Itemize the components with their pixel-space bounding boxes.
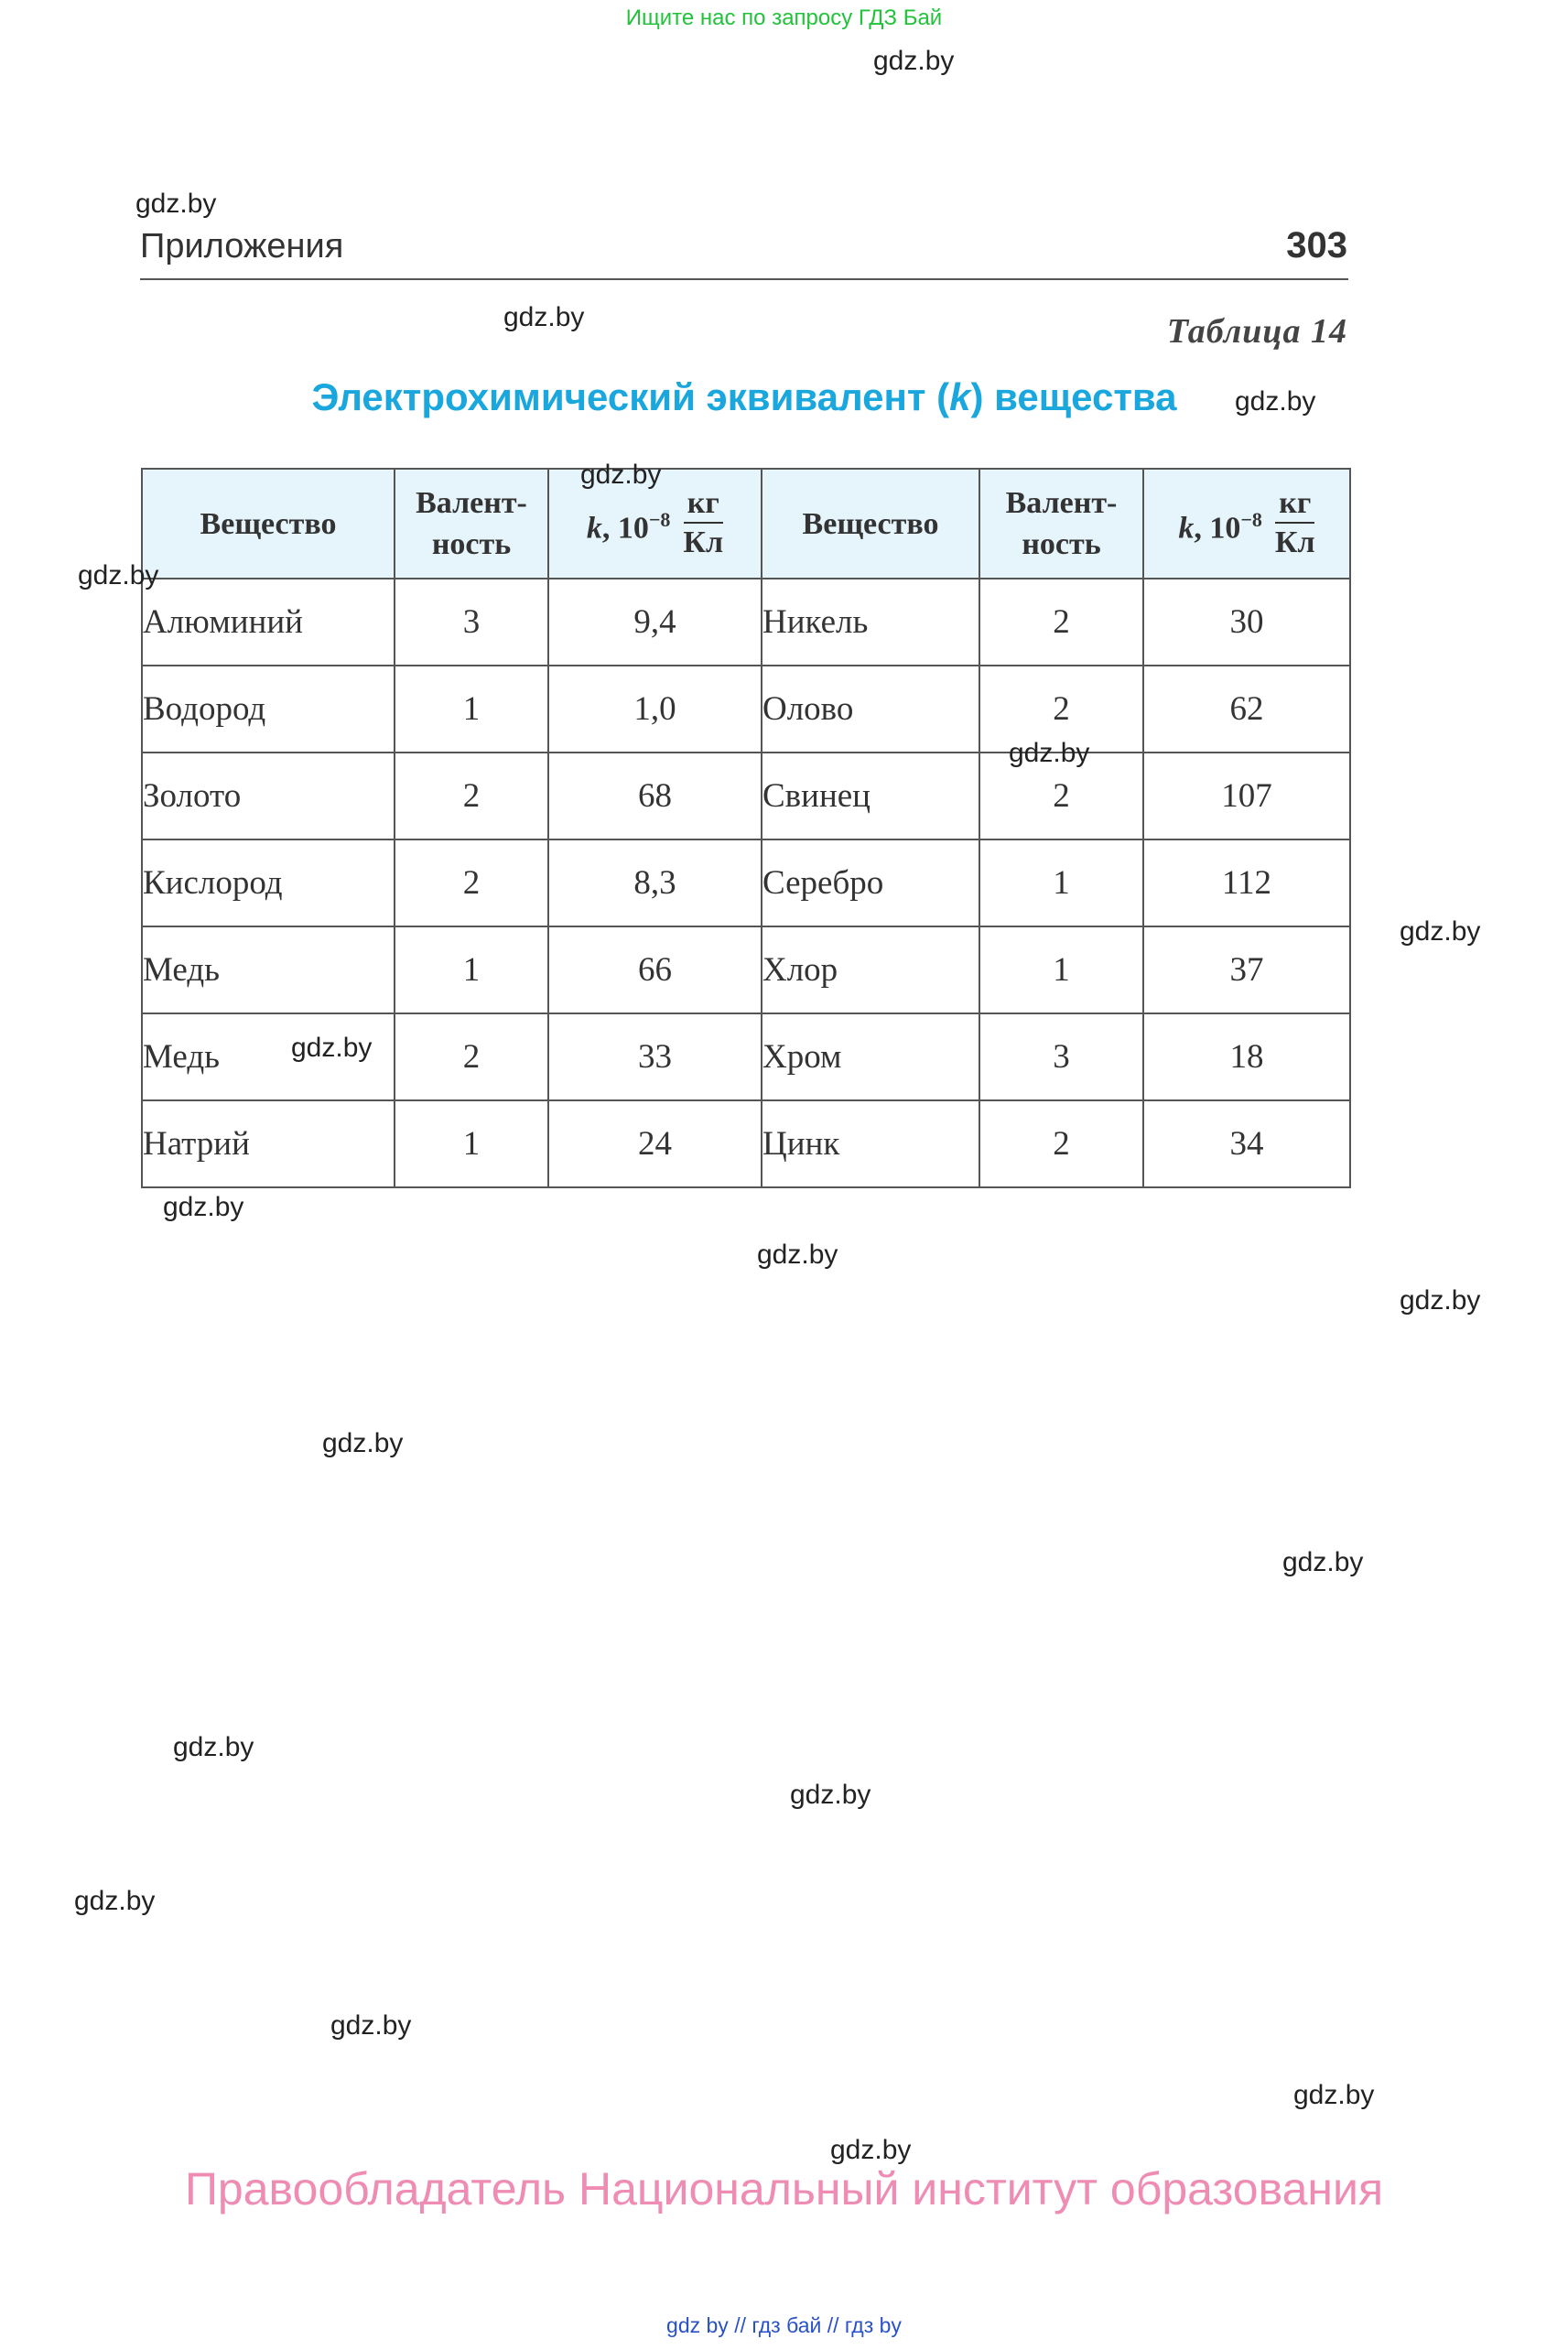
- k-cell: 24: [548, 1100, 762, 1187]
- k-cell: 68: [548, 753, 762, 839]
- valence-cell: 1: [395, 926, 548, 1013]
- table-row: [142, 926, 1350, 1013]
- table-row: [142, 753, 1350, 839]
- valence-cell: 3: [979, 1013, 1143, 1100]
- k-cell: 30: [1143, 579, 1350, 666]
- substance-cell: Медь: [142, 1013, 395, 1100]
- substance-cell: Алюминий: [142, 579, 395, 666]
- k-cell: 33: [548, 1013, 762, 1100]
- watermark: gdz.by: [757, 1240, 838, 1270]
- k-cell: 112: [1143, 839, 1350, 926]
- footer-links[interactable]: gdz by // гдз бай // гдз by: [666, 2313, 902, 2337]
- unit-fraction: [1275, 485, 1315, 562]
- table-row: [142, 666, 1350, 753]
- title-part: ) вещества: [970, 375, 1177, 418]
- k-base: , 10: [601, 511, 649, 546]
- valence-cell: 1: [395, 666, 548, 753]
- k-base: , 10: [1194, 511, 1241, 546]
- k-cell: 66: [548, 926, 762, 1013]
- equivalent-table: [141, 468, 1351, 1188]
- unit-numerator: кг: [1275, 485, 1314, 524]
- header-valence-line2: ность: [431, 527, 512, 561]
- valence-cell: 2: [979, 753, 1143, 839]
- header-valence-line1: Валент-: [416, 486, 527, 520]
- substance-cell: Водород: [142, 666, 395, 753]
- k-cell: 34: [1143, 1100, 1350, 1187]
- k-exponent: −8: [648, 507, 671, 531]
- k-cell: 18: [1143, 1013, 1350, 1100]
- substance-cell: Хром: [762, 1013, 979, 1100]
- title-symbol: k: [949, 375, 971, 418]
- top-banner[interactable]: Ищите нас по запросу ГДЗ Бай: [625, 5, 943, 30]
- header-valence-line1: Валент-: [1005, 486, 1118, 520]
- k-cell: 9,4: [548, 579, 762, 666]
- k-cell: 107: [1143, 753, 1350, 839]
- header-substance: Вещество: [142, 469, 395, 579]
- watermark: gdz.by: [173, 1732, 254, 1762]
- substance-cell: Медь: [142, 926, 395, 1013]
- watermark: gdz.by: [322, 1428, 404, 1458]
- table-row: [142, 1100, 1350, 1187]
- watermark: gdz.by: [790, 1780, 871, 1810]
- watermark: gdz.by: [503, 302, 585, 332]
- substance-cell: Олово: [762, 666, 979, 753]
- header-substance: Вещество: [762, 469, 979, 579]
- k-exponent: −8: [1240, 507, 1262, 531]
- valence-cell: 2: [979, 666, 1143, 753]
- header-valence: [979, 469, 1143, 579]
- substance-cell: Свинец: [762, 753, 979, 839]
- valence-cell: 2: [395, 839, 548, 926]
- substance-cell: Золото: [142, 753, 395, 839]
- watermark: gdz.by: [74, 1886, 156, 1916]
- k-cell: 1,0: [548, 666, 762, 753]
- title-part: Электрохимический эквивалент (: [311, 375, 950, 418]
- valence-cell: 3: [395, 579, 548, 666]
- header-valence: [395, 469, 548, 579]
- k-symbol: k: [1178, 511, 1195, 546]
- page-number: 303: [1286, 225, 1347, 265]
- k-cell: 62: [1143, 666, 1350, 753]
- k-cell: 37: [1143, 926, 1350, 1013]
- watermark: gdz.by: [1235, 386, 1316, 417]
- valence-cell: 1: [395, 1100, 548, 1187]
- watermark: gdz.by: [330, 2010, 412, 2041]
- valence-cell: 1: [979, 839, 1143, 926]
- section-title: Приложения: [140, 227, 344, 265]
- unit-denominator: Кл: [1274, 525, 1315, 559]
- table-label: Таблица 14: [1166, 312, 1347, 351]
- substance-cell: Хлор: [762, 926, 979, 1013]
- watermark: gdz.by: [78, 560, 159, 590]
- header-divider: [140, 278, 1348, 280]
- table-title: [140, 375, 1348, 419]
- watermark: gdz.by: [1400, 916, 1481, 947]
- watermark: gdz.by: [1293, 2080, 1375, 2110]
- substance-cell: Кислород: [142, 839, 395, 926]
- valence-cell: 2: [979, 579, 1143, 666]
- watermark: gdz.by: [830, 2135, 912, 2165]
- valence-cell: 2: [395, 753, 548, 839]
- watermark: gdz.by: [291, 1033, 373, 1063]
- unit-fraction: [683, 485, 723, 562]
- substance-cell: Натрий: [142, 1100, 395, 1187]
- substance-cell: Серебро: [762, 839, 979, 926]
- watermark: gdz.by: [135, 189, 217, 219]
- substance-cell: Никель: [762, 579, 979, 666]
- watermark: gdz.by: [163, 1192, 244, 1222]
- valence-cell: 2: [979, 1100, 1143, 1187]
- table-header-row: [142, 469, 1350, 579]
- table-row: [142, 579, 1350, 666]
- valence-cell: 1: [979, 926, 1143, 1013]
- table-row: [142, 839, 1350, 926]
- header-k: [1143, 469, 1350, 579]
- watermark: gdz.by: [1009, 738, 1090, 768]
- watermark: gdz.by: [1282, 1547, 1364, 1577]
- valence-cell: 2: [395, 1013, 548, 1100]
- watermark: gdz.by: [1400, 1285, 1481, 1316]
- k-cell: 8,3: [548, 839, 762, 926]
- unit-numerator: кг: [684, 485, 723, 524]
- watermark: gdz.by: [580, 460, 662, 490]
- watermark: gdz.by: [873, 46, 955, 76]
- copyright-holder: Правообладатель Национальный институт образования: [184, 2163, 1384, 2215]
- substance-cell: Цинк: [762, 1100, 979, 1187]
- header-valence-line2: ность: [1022, 527, 1101, 561]
- k-symbol: k: [586, 511, 602, 546]
- unit-denominator: Кл: [683, 525, 724, 559]
